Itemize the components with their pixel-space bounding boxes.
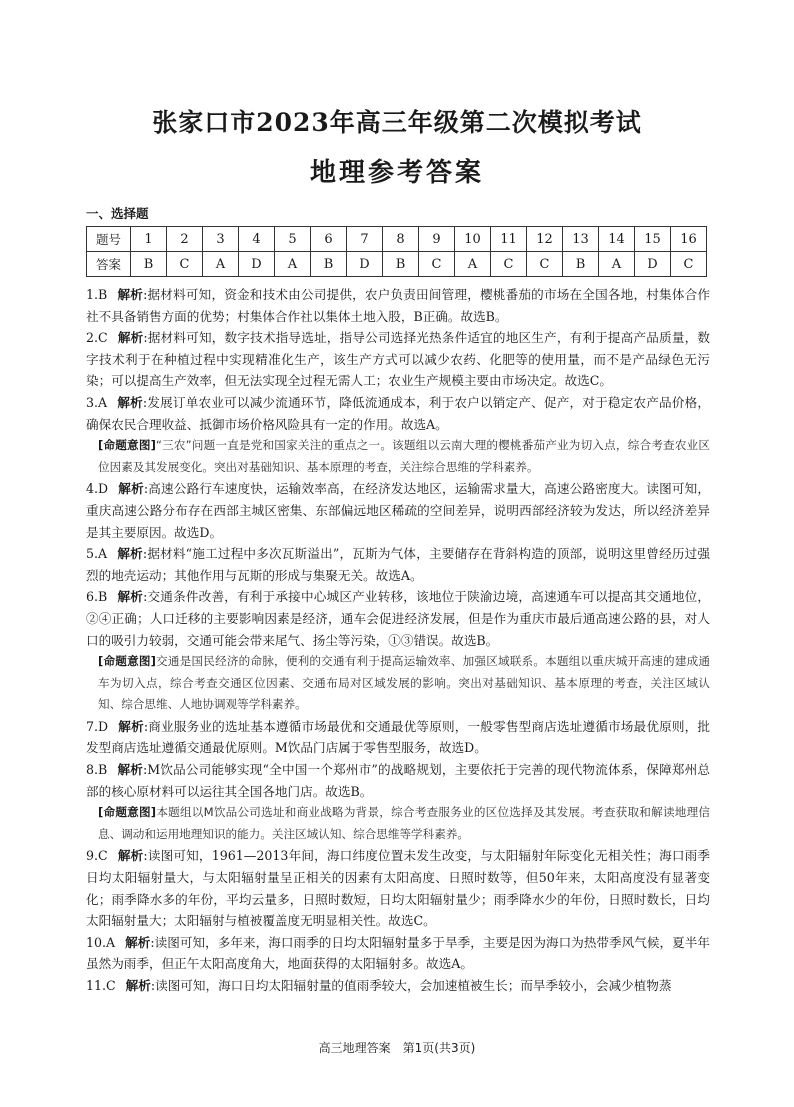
analysis-item: [86, 543, 710, 586]
question-number-cell: 10: [455, 227, 491, 252]
analysis-label: 解析: [117, 287, 144, 302]
analysis-label: 解析: [118, 718, 144, 734]
exam-title: 张家口市2023年高三年级第二次模拟考试: [152, 108, 642, 137]
analysis-item: [86, 392, 710, 435]
answer-table-answer-row: [87, 252, 707, 277]
question-number-cell: 2: [167, 227, 203, 252]
item-answer-number: 6.B: [86, 589, 108, 605]
answer-cell: B: [563, 252, 599, 277]
answer-cell: C: [671, 252, 707, 277]
analysis-label: 解析: [117, 589, 144, 605]
question-number-cell: 11: [491, 227, 527, 252]
question-number-cell: 16: [671, 227, 707, 252]
analysis-item: [86, 932, 710, 975]
question-number-cell: 3: [203, 227, 239, 252]
analysis-item: [86, 716, 710, 759]
analysis-label: 解析: [117, 394, 143, 410]
question-number-cell: 9: [419, 227, 455, 252]
analysis-label: 解析: [117, 546, 143, 562]
intent-text: 交通是国民经济的命脉，便利的交通有利于提高运输效率、加强区域联系。本题组以重庆城开高速的建成通车为切入点，综合考查交通区位因素、交通布局对区域发展的影响。突出对基础知识、基本原理的考查，关注区域认知、综合思维、人地协调观等学科素养。: [98, 654, 710, 712]
question-number-cell: 6: [311, 227, 347, 252]
answer-cell: C: [491, 252, 527, 277]
question-number-cell: 15: [635, 227, 671, 252]
intent-label: [命题意图]: [98, 438, 156, 453]
analysis-label: 解析: [118, 481, 144, 497]
answer-table-answer-label: 答案: [87, 252, 131, 277]
item-answer-number: 5.A: [86, 546, 108, 562]
item-answer-number: 11.C: [86, 978, 116, 993]
analysis-label: 解析: [125, 978, 151, 993]
answer-cell: A: [599, 252, 635, 277]
section-heading: 一、选择题: [86, 206, 149, 221]
answer-cell: B: [311, 252, 347, 277]
answer-table-number-row: [87, 227, 707, 252]
question-number-cell: 14: [599, 227, 635, 252]
analysis-text: :高速公路行车速度快，运输效率高，在经济发达地区，运输需求量大，高速公路密度大。读图可知，重庆高速公路分布存在西部主城区密集、东部偏远地区稀疏的空间差异，说明西部经济较为发达，所以经济差异是其主要原因。故选D。: [86, 481, 710, 540]
item-answer-number: 10.A: [86, 934, 116, 950]
intent-text: 本题组以M饮品公司选址和商业战略为背景，综合考查服务业的区位选择及其发展。考查获取和解读地理信息、调动和运用地理知识的能力。关注区域认知、综合思维等学科素养。: [98, 805, 710, 841]
question-number-cell: 13: [563, 227, 599, 252]
analysis-item: [86, 975, 710, 997]
question-number-cell: 12: [527, 227, 563, 252]
answer-table: [86, 226, 707, 277]
item-answer-number: 3.A: [86, 394, 108, 410]
item-answer-number: 1.B: [86, 287, 108, 302]
analysis-text: :据材料“施工过程中多次瓦斯溢出”，瓦斯为气体，主要储存在背斜构造的顶部，说明这里曾经历过强烈的地壳运动；其他作用与瓦斯的形成与集聚无关。故选A。: [86, 546, 711, 583]
analysis-text: :据材料可知，数字技术指导选址，指导公司选择光热条件适宜的地区生产，有利于提高产品质量，数字技术利于在种植过程中实现精准化生产，该生产方式可以减少农药、化肥等的使用量，而不是产品绿色无污染；可以提高生产效率，但无法实现全过程无需人工；农业生产规模主要由市场决定。故选C。: [86, 330, 710, 389]
answer-cell: C: [167, 252, 203, 277]
answer-cell: D: [347, 252, 383, 277]
item-answer-number: 2.C: [86, 330, 108, 346]
answer-cell: D: [635, 252, 671, 277]
answer-cell: A: [455, 252, 491, 277]
analysis-label: 解析: [117, 762, 144, 778]
analysis-item: [86, 284, 710, 327]
analysis-item: [86, 478, 710, 543]
intent-note: [98, 802, 710, 845]
question-number-cell: 7: [347, 227, 383, 252]
answer-cell: C: [419, 252, 455, 277]
analysis-item: [86, 327, 710, 392]
answer-cell: D: [239, 252, 275, 277]
analysis-text: :读图可知，1961—2013年间，海口纬度位置未发生改变，与太阳辐射年际变化无相关性；海口雨季日均太阳辐射量大，与太阳辐射量呈正相关的因素有太阳高度、日照时数等，但50年来，太阳高度没有显著变化；雨季降水多的年份，平均云量多，日照时数短，日均太阳辐射量少；雨季降水少的年份，日照时数长，日均太阳辐射量大；太阳辐射与植被覆盖度无明显相关性。故选C。: [86, 848, 710, 929]
answer-cell: B: [383, 252, 419, 277]
question-number-cell: 1: [131, 227, 167, 252]
answer-cell: B: [131, 252, 167, 277]
answer-cell: C: [527, 252, 563, 277]
item-answer-number: 8.B: [86, 762, 108, 778]
item-answer-number: 4.D: [86, 481, 109, 497]
answer-cell: A: [275, 252, 311, 277]
answer-cell: A: [203, 252, 239, 277]
intent-note: [98, 435, 710, 478]
analysis-text: :商业服务业的选址基本遵循市场最优和交通最优等原则，一般零售型商店选址遵循市场最优原则，批发型商店选址遵循交通最优原则。M饮品门店属于零售型服务，故选D。: [86, 718, 710, 756]
intent-label: [命题意图]: [98, 805, 157, 820]
intent-label: [命题意图]: [98, 654, 156, 669]
intent-note: [98, 651, 710, 716]
analysis-text: :读图可知，多年来，海口雨季的日均太阳辐射量多于旱季，主要是因为海口为热带季风气候，夏半年虽然为雨季，但正午太阳高度角大，地面获得的太阳辐射多。故选A。: [86, 934, 711, 972]
item-answer-number: 9.C: [86, 848, 108, 864]
question-number-cell: 8: [383, 227, 419, 252]
page-footer: 高三地理答案 第1页(共3页): [318, 1041, 476, 1055]
analysis-text: :交通条件改善，有利于承接中心城区产业转移，该地位于陕渝边境，高速通车可以提高其交通地位，②④正确；人口迁移的主要影响因素是经济，通车会促进经济发展，但是作为重庆市最后通高速公路的县，对人口的吸引力较弱，交通可能会带来尾气、扬尘等污染，①③错误。故选B。: [86, 589, 711, 648]
exam-subtitle: 地理参考答案: [309, 158, 484, 188]
analysis-item: [86, 586, 710, 651]
question-number-cell: 4: [239, 227, 275, 252]
analysis-text: :M饮品公司能够实现“全中国一个郑州市”的战略规划，主要依托于完善的现代物流体系，保障郑州总部的核心原材料可以运往其全国各地门店。故选B。: [86, 762, 711, 799]
analysis-label: 解析: [117, 848, 144, 864]
analysis-label: 解析: [117, 330, 144, 346]
analysis-text: :读图可知，海口日均太阳辐射量的值雨季较大，会加速植被生长；而旱季较小，会减少植物蒸: [150, 978, 672, 993]
item-answer-number: 7.D: [86, 718, 109, 734]
analysis-item: [86, 845, 710, 931]
answer-table-number-label: 题号: [87, 227, 131, 252]
question-number-cell: 5: [275, 227, 311, 252]
analysis-text: :发展订单农业可以减少流通环节，降低流通成本，利于农户以销定产、促产，对于稳定农产品价格，确保农民合理收益、抵御市场价格风险具有一定的作用。故选A。: [86, 394, 711, 432]
intent-text: “三农”问题一直是党和国家关注的重点之一。该题组以云南大理的樱桃番茄产业为切入点，综合考查农业区位因素及其发展变化。突出对基础知识、基本原理的考查，关注综合思维的学科素养。: [98, 438, 710, 474]
analysis-list: [86, 284, 710, 997]
analysis-item: [86, 759, 710, 802]
analysis-text: :据材料可知，资金和技术由公司提供，农户负责田间管理，樱桃番茄的市场在全国各地，村集体合作社不具备销售方面的优势；村集体合作社以集体土地入股，B正确。故选B。: [86, 287, 711, 324]
analysis-label: 解析: [125, 934, 151, 950]
